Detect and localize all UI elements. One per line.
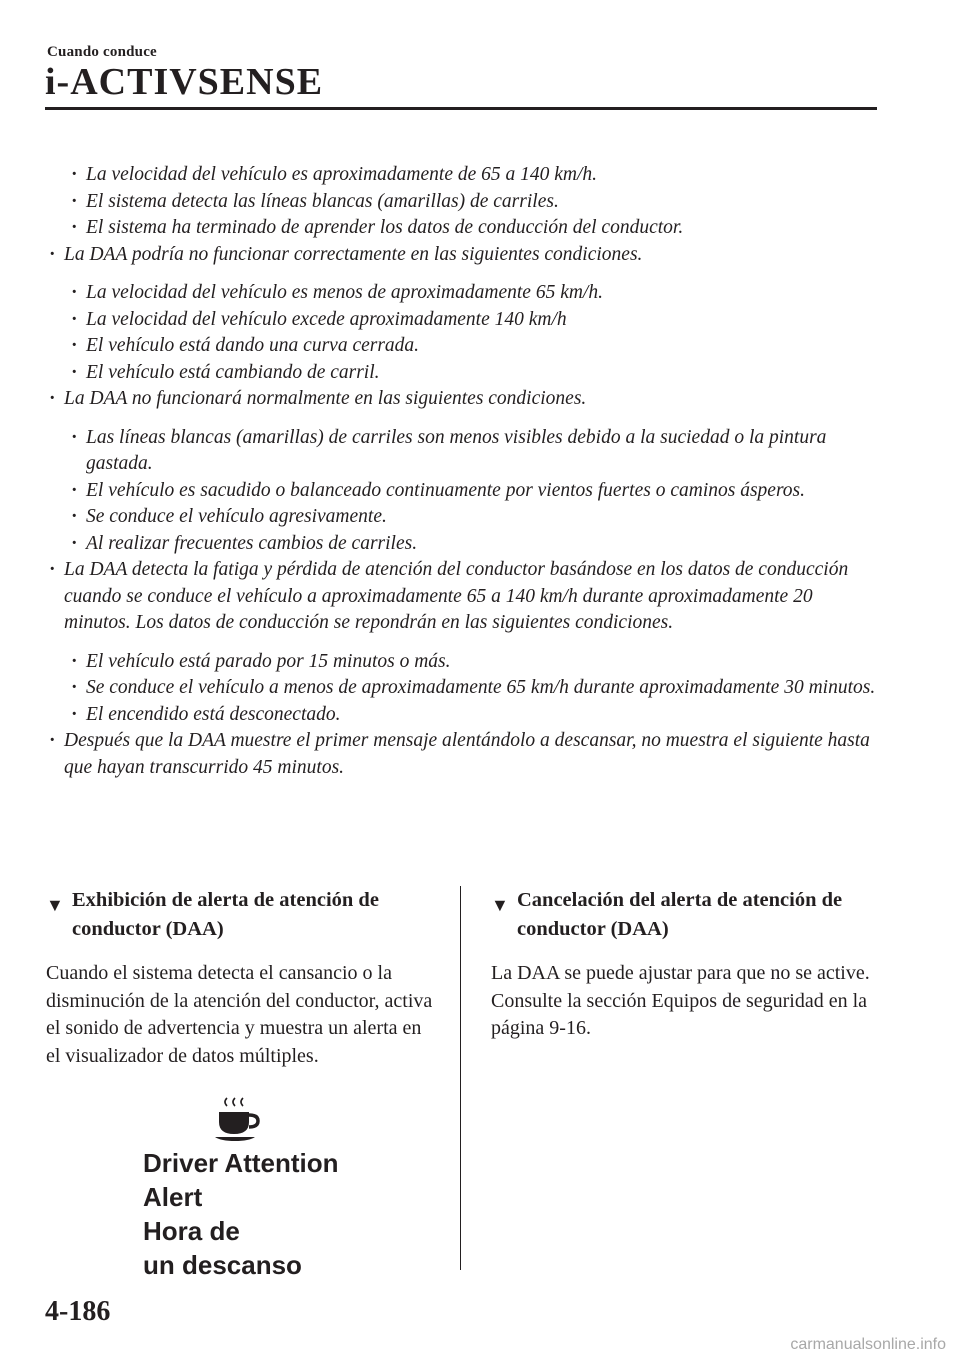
bullet-group3: · La DAA no funcionará normalmente en las siguientes condiciones. (46, 386, 876, 413)
sublist-group2 (68, 280, 876, 386)
section-body (491, 960, 881, 1043)
list-item: · El vehículo está cambiando de carril. (68, 360, 876, 387)
bullet-group2: · La DAA podría no funcionar correctamente en las siguientes condiciones. (46, 242, 876, 269)
body-line: La DAA se puede ajustar para que no se active. (491, 962, 870, 984)
sublist-group4 (68, 649, 876, 729)
sublist-group3 (68, 425, 876, 558)
bullet-group4: · La DAA detecta la fatiga y pérdida de atención del conductor basándose en los datos de conducción cuando se conduce el vehículo a aproximadamente 65 a 140 km/h durante aproximadamente 20 minutos. Los datos de conducción se repondrán en las siguientes condiciones. (46, 557, 876, 637)
list-item: · El sistema ha terminado de aprender los datos de conducción del conductor. (68, 215, 876, 242)
watermark: carmanualsonline.info (790, 1336, 946, 1353)
list-item: · El encendido está desconectado. (68, 702, 876, 729)
column-right (491, 886, 881, 1043)
list-item: · El vehículo es sacudido o balanceado continuamente por vientos fuertes o caminos ásperos. (68, 478, 876, 505)
heading-text: Cancelación del alerta de atención de conductor (DAA) (517, 889, 843, 940)
bullet-group5: · Después que la DAA muestre el primer mensaje alentándolo a descansar, no muestra el siguiente hasta que hayan transcurrido 45 minutos. (46, 728, 876, 781)
list-item: · La velocidad del vehículo es aproximadamente de 65 a 140 km/h. (68, 162, 876, 189)
list-item: · El vehículo está parado por 15 minutos o más. (68, 649, 876, 676)
display-line: Driver Attention (143, 1148, 339, 1178)
list-item: · La velocidad del vehículo es menos de aproximadamente 65 km/h. (68, 280, 876, 307)
two-column-section (46, 886, 876, 1280)
column-left (46, 886, 436, 1280)
page-title: i-ACTIVSENSE (45, 61, 324, 103)
list-item: · El sistema detecta las líneas blancas (amarillas) de carriles. (68, 189, 876, 216)
list-item: · Las líneas blancas (amarillas) de carriles son menos visibles debido a la suciedad o la pintura gastada. (68, 425, 876, 478)
display-line: Alert (143, 1182, 203, 1212)
page-number: 4-186 (45, 1296, 111, 1327)
list-item: · Al realizar frecuentes cambios de carriles. (68, 531, 876, 558)
heading-text: Exhibición de alerta de atención de conductor (DAA) (72, 889, 379, 940)
sublist-group1 (68, 162, 876, 242)
triangle-down-icon: ▼ (46, 895, 64, 915)
content (46, 162, 876, 781)
section-heading-daa-cancel (491, 886, 881, 944)
body-line: Consulte la sección Equipos de seguridad en la página 9-16. (491, 989, 868, 1039)
column-divider (460, 886, 461, 1270)
list-item: · Se conduce el vehículo agresivamente. (68, 504, 876, 531)
display-message (143, 1146, 339, 1282)
header-rule (45, 107, 877, 110)
list-item: · La velocidad del vehículo excede aproximadamente 140 km/h (68, 307, 876, 334)
list-item: · Se conduce el vehículo a menos de aproximadamente 65 km/h durante aproximadamente 30 minutos. (68, 675, 876, 702)
list-item: · El vehículo está dando una curva cerrada. (68, 333, 876, 360)
display-line: un descanso (143, 1250, 302, 1280)
section-body: Cuando el sistema detecta el cansancio o la disminución de la atención del conductor, activa el sonido de advertencia y muestra un alerta en el visualizador de datos múltiples. (46, 962, 433, 1067)
header-section: Cuando conduce (47, 44, 157, 60)
section-heading-daa-display (46, 886, 436, 944)
coffee-cup-icon (213, 1096, 265, 1142)
triangle-down-icon: ▼ (491, 895, 509, 915)
display-line: Hora de (143, 1216, 240, 1246)
